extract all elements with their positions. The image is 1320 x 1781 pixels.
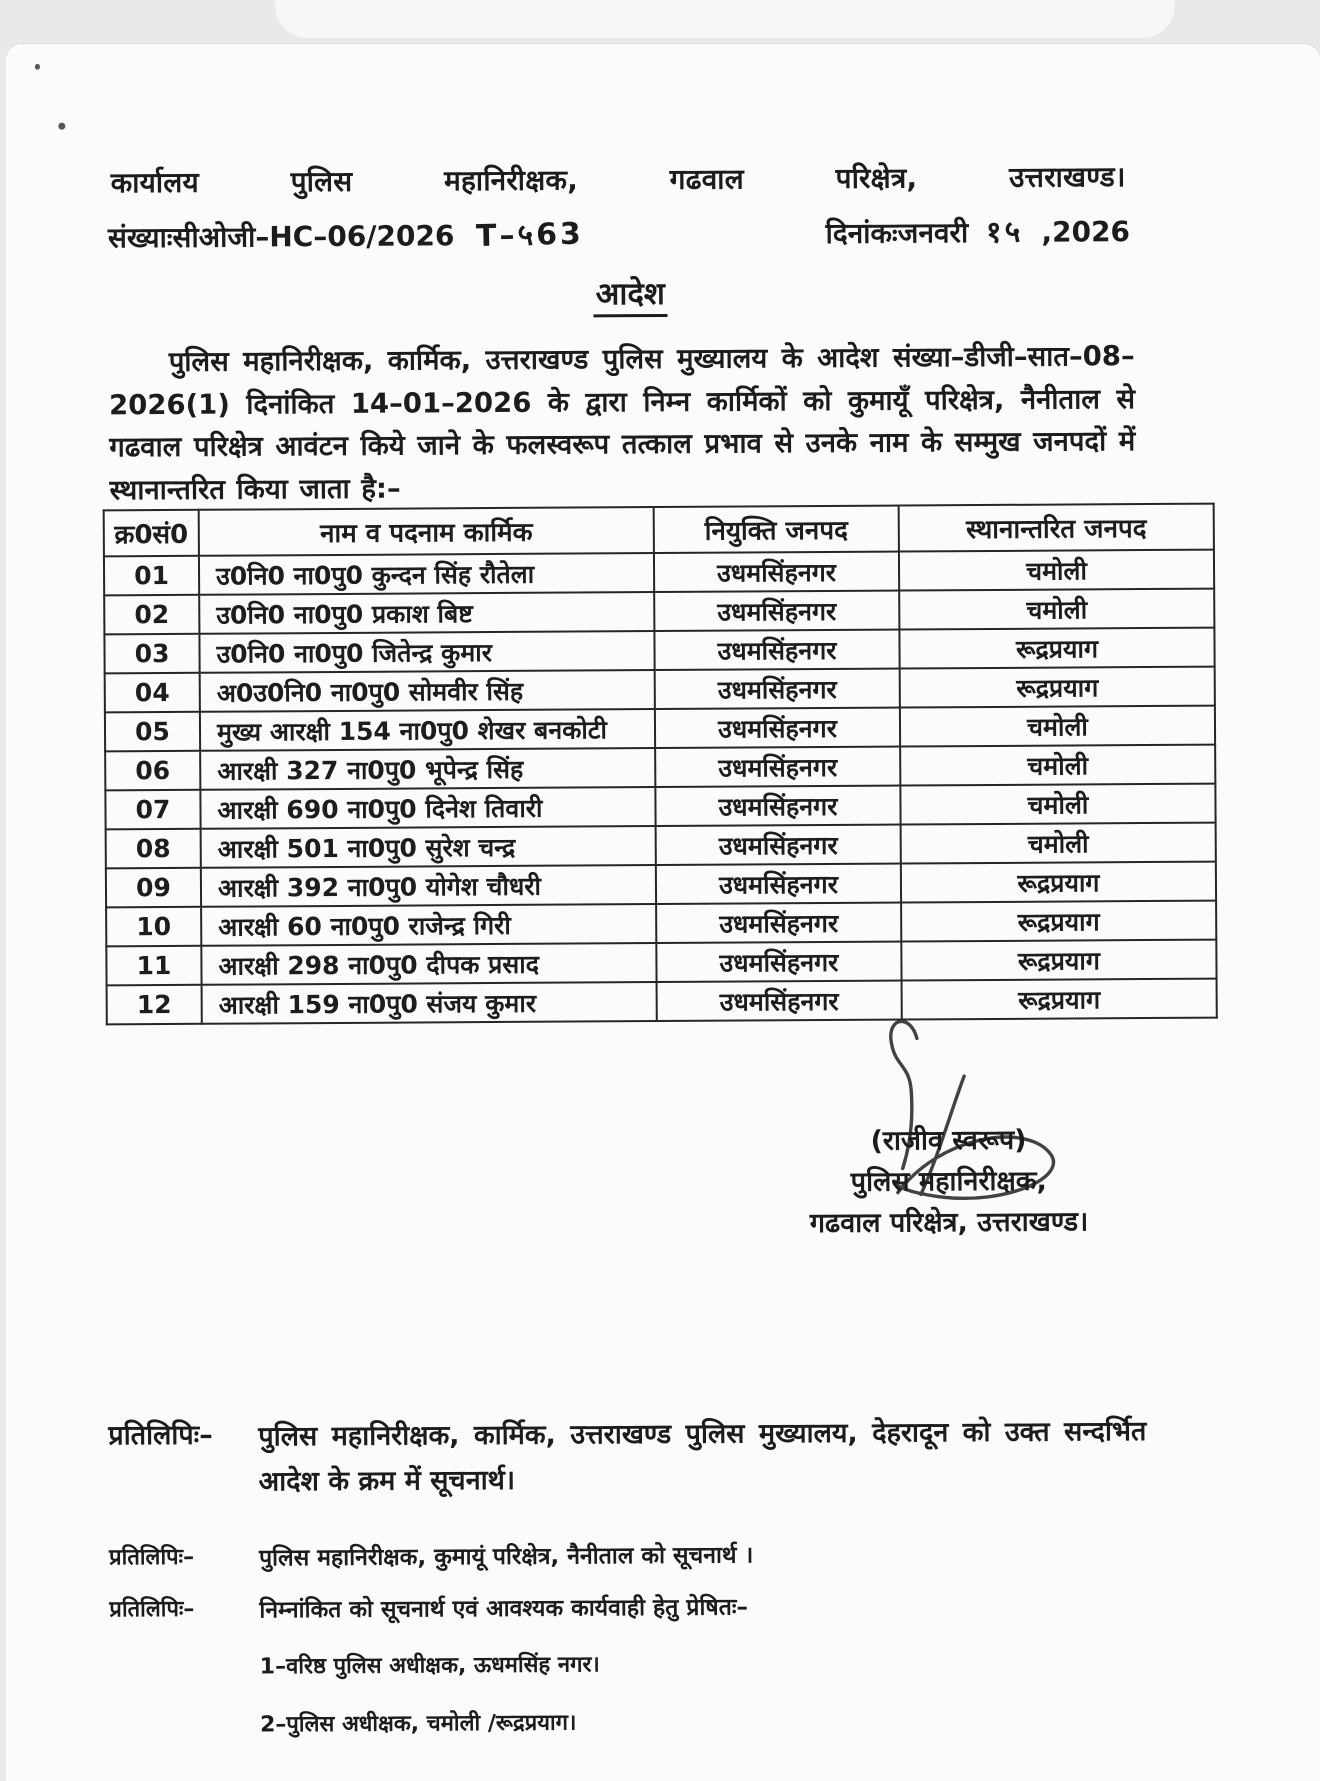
table-cell: उधमसिंहनगर — [655, 708, 900, 748]
table-cell: चमोली — [899, 589, 1214, 630]
table-cell: 12 — [107, 985, 202, 1025]
scan-speck — [35, 64, 40, 70]
table-cell: उधमसिंहनगर — [655, 786, 900, 826]
table-row — [104, 550, 1214, 596]
reference-number — [108, 212, 584, 256]
reference-number-label: संख्याःसीओजी–HC–06/2026 — [107, 219, 455, 255]
table-cell: आरक्षी 392 ना0पु0 योगेश चौधरी — [201, 865, 656, 907]
table-cell: चमोली — [900, 745, 1215, 786]
table-cell: 11 — [106, 946, 201, 986]
scan-speck — [58, 123, 65, 130]
table-row — [106, 901, 1216, 947]
table-cell: रूद्रप्रयाग — [901, 901, 1216, 942]
copy-to-line — [108, 1409, 1149, 1505]
table-cell: 04 — [105, 673, 200, 713]
table-cell: उधमसिंहनगर — [656, 942, 901, 982]
recipient-line: 2–पुलिस अधीक्षक, चमोली /रूद्रप्रयाग। — [260, 1710, 577, 1738]
reference-number-handwritten: T–५63 — [476, 216, 585, 255]
table-cell: चमोली — [901, 823, 1216, 864]
copy-text: निम्नांकित को सूचनार्थ एवं आवश्यक कार्यवाही हेतु प्रेषितः– — [259, 1594, 749, 1624]
table-cell: 10 — [106, 907, 201, 947]
table-row — [105, 667, 1215, 713]
date-label: दिनांकःजनवरी — [825, 216, 969, 250]
col-posting-district: नियुक्ति जनपद — [654, 506, 899, 553]
table-cell: उधमसिंहनगर — [655, 747, 900, 787]
table-row — [105, 745, 1215, 791]
table-cell: 03 — [104, 634, 199, 674]
table-cell: 06 — [105, 751, 200, 791]
copy-text: पुलिस महानिरीक्षक, कार्मिक, उत्तराखण्ड पुलिस मुख्यालय, देहरादून को उक्त सन्दर्भित आदेश के क्रम में सूचनार्थ। — [258, 1416, 1147, 1498]
table-cell: रूद्रप्रयाग — [901, 940, 1216, 981]
table-row — [106, 862, 1216, 908]
signatory-region: गढवाल परिक्षेत्र, उत्तराखण्ड। — [809, 1206, 1089, 1240]
recipient-line: 1–वरिष्ठ पुलिस अधीक्षक, ऊधमसिंह नगर। — [259, 1652, 600, 1680]
table-cell: उधमसिंहनगर — [654, 630, 899, 670]
table-cell: 07 — [105, 790, 200, 830]
table-cell: 01 — [104, 556, 199, 596]
col-transfer-district: स्थानान्तरित जनपद — [899, 504, 1214, 552]
date-day-handwritten: १५ — [985, 214, 1024, 251]
copy-text: पुलिस महानिरीक्षक, कुमायूं परिक्षेत्र, नैनीताल को सूचनार्थ । — [258, 1542, 754, 1572]
table-cell: आरक्षी 159 ना0पु0 संजय कुमार — [202, 982, 657, 1024]
date-year: ,2026 — [1041, 215, 1131, 249]
table-cell: रूद्रप्रयाग — [900, 667, 1215, 708]
table-row — [104, 589, 1214, 635]
reference-date-line — [108, 209, 1130, 256]
order-body-paragraph: पुलिस महानिरीक्षक, कार्मिक, उत्तराखण्ड पुलिस मुख्यालय के आदेश संख्या–डीजी–सात–08–2026(1) दिनांकित 14–01–2026 के द्वारा निम्न कार्मिकों को कुमायूँ परिक्षेत्र, नैनीताल से गढवाल परिक्षेत्र आवंटन किये जाने के फलस्वरूप तत्काल प्रभाव से उनके नाम के सम्मुख जनपदों में स्थानान्तरित किया जाता है:– — [108, 340, 1136, 506]
table-header — [104, 504, 1214, 557]
table-cell: उधमसिंहनगर — [655, 669, 900, 709]
signatory-designation: पुलिस महानिरीक्षक, — [850, 1165, 1047, 1198]
table-cell: उधमसिंहनगर — [657, 981, 902, 1021]
table-cell: चमोली — [900, 706, 1215, 747]
signature-block — [701, 1119, 1196, 1245]
table-cell: आरक्षी 690 ना0पु0 दिनेश तिवारी — [200, 787, 655, 829]
transfer-table — [103, 503, 1218, 1026]
table-cell: रूद्रप्रयाग — [902, 979, 1217, 1020]
copy-to-line — [109, 1587, 1149, 1625]
table-row — [106, 823, 1216, 869]
table-row — [106, 940, 1216, 986]
table-cell: आरक्षी 501 ना0पु0 सुरेश चन्द्र — [201, 826, 656, 868]
table-cell: 09 — [106, 868, 201, 908]
table-cell: अ0उ0नि0 ना0पु0 सोमवीर सिंह — [200, 670, 655, 712]
table-cell: 08 — [106, 829, 201, 869]
table-body — [104, 550, 1217, 1025]
table-row — [105, 784, 1215, 830]
table-cell: उधमसिंहनगर — [656, 903, 901, 943]
copy-label: प्रतिलिपिः– — [108, 1419, 213, 1452]
table-cell: उ0नि0 ना0पु0 कुन्दन सिंह रौतेला — [199, 553, 654, 595]
col-name-designation: नाम व पदनाम कार्मिक — [199, 507, 654, 556]
order-title: आदेश — [0, 268, 1264, 318]
table-cell: उधमसिंहनगर — [654, 591, 899, 631]
table-cell: चमोली — [900, 784, 1215, 825]
order-date — [825, 209, 1130, 252]
table-header-row — [104, 504, 1214, 557]
col-serial: क्र0सं0 — [104, 510, 199, 557]
table-cell: रूद्रप्रयाग — [899, 628, 1214, 669]
table-cell: मुख्य आरक्षी 154 ना0पु0 शेखर बनकोटी — [200, 709, 655, 751]
table-cell: आरक्षी 327 ना0पु0 भूपेन्द्र सिंह — [200, 748, 655, 790]
table-cell: रूद्रप्रयाग — [901, 862, 1216, 903]
copy-label: प्रतिलिपिः– — [109, 1596, 195, 1623]
table-cell: उ0नि0 ना0पु0 जितेन्द्र कुमार — [199, 631, 654, 673]
table-cell: उधमसिंहनगर — [656, 864, 901, 904]
table-row — [104, 628, 1214, 674]
signatory-name: (राजीव स्वरूप) — [870, 1124, 1027, 1157]
table-cell: उधमसिंहनगर — [656, 825, 901, 865]
office-header-line: कार्यालय पुलिस महानिरीक्षक, गढवाल परिक्षेत्र, उत्तराखण्ड। — [110, 160, 1126, 200]
table-cell: आरक्षी 60 ना0पु0 राजेन्द्र गिरी — [201, 904, 656, 946]
table-cell: उधमसिंहनगर — [654, 552, 899, 592]
copy-label: प्रतिलिपिः– — [108, 1544, 195, 1571]
copy-to-line — [109, 1535, 1149, 1573]
table-cell: उ0नि0 ना0पु0 प्रकाश बिष्ट — [199, 592, 654, 634]
table-row — [105, 706, 1215, 752]
table-cell: 02 — [104, 595, 199, 635]
table-cell: आरक्षी 298 ना0पु0 दीपक प्रसाद — [201, 943, 656, 985]
table-cell: चमोली — [899, 550, 1214, 591]
table-cell: 05 — [105, 712, 200, 752]
